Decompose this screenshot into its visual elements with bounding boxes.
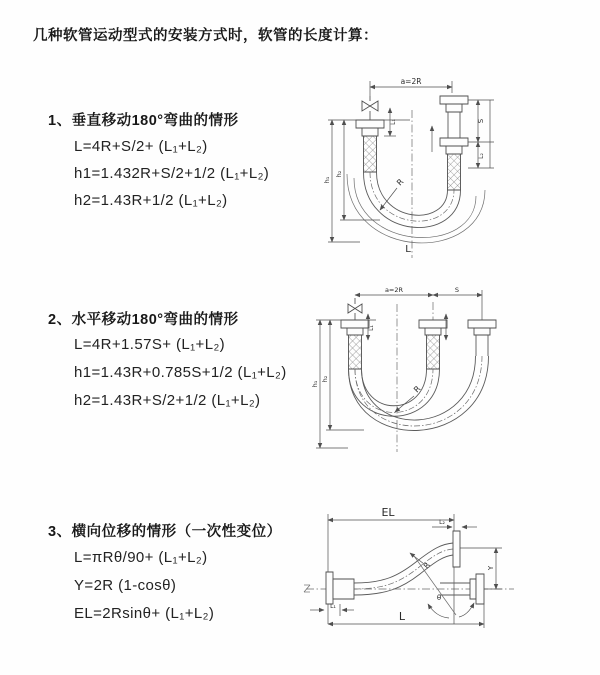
dim-label-l1: L₁ (368, 325, 375, 331)
valve-icon (348, 298, 362, 320)
dim-label-l1: L₁ (390, 119, 397, 125)
dim-l1 (368, 314, 375, 340)
hose-curves (354, 543, 453, 595)
diagram-horizontal-180-bend (296, 284, 600, 456)
section-3-formula-y: Y=2R (1-cosθ) (74, 577, 177, 594)
dim-label-l2: L₂ (478, 153, 485, 159)
dim-label-y: Y (487, 565, 495, 571)
dim-label-r: R (412, 384, 423, 395)
dim-label-r: R (421, 560, 432, 571)
dim-l2 (478, 100, 490, 168)
dim-label-r: R (395, 177, 406, 188)
dim-s (433, 286, 482, 320)
dim-a2r (355, 286, 433, 295)
dim-label-s: S (454, 286, 460, 294)
section-2-formula-h2: h2=1.43R+S/2+1/2 (L₁+L₂) (74, 392, 261, 409)
section-2-formula-h1: h1=1.43R+0.785S+1/2 (L₁+L₂) (74, 364, 287, 381)
section-1-formula-l: L=4R+S/2+ (L₁+L₂) (74, 138, 208, 155)
left-hose-fitting (356, 120, 384, 172)
radius-leader (380, 177, 406, 210)
dim-label-theta: θ (436, 594, 442, 602)
dim-label-l: L (398, 610, 406, 623)
dim-label-h2: h₂ (321, 375, 329, 383)
middle-hose-fitting (419, 320, 447, 369)
section-2-formula-l: L=4R+1.57S+ (L₁+L₂) (74, 336, 226, 353)
left-hose-fitting (341, 320, 369, 369)
diagram-lateral-displacement (296, 500, 600, 655)
dim-label-l1: L₁ (330, 603, 336, 610)
section-3-heading: 3、横向位移的情形（一次性变位） (48, 524, 282, 540)
dim-a2r (370, 77, 452, 96)
diagram-vertical-180-bend (302, 72, 594, 262)
section-1-heading: 1、垂直移动180°弯曲的情形 (48, 113, 239, 129)
dim-l2 (432, 519, 477, 527)
dim-label-s: S (477, 118, 485, 124)
hose-curves (347, 172, 485, 243)
left-flange (326, 572, 354, 604)
right-hose-fitting (440, 96, 468, 190)
moved-hose-fitting (468, 320, 496, 356)
dim-label-l2: L₂ (439, 519, 445, 526)
section-3-formula-l: L=πRθ/90+ (L₁+L₂) (74, 549, 208, 566)
section-1-formula-h1: h1=1.432R+S/2+1/2 (L₁+L₂) (74, 165, 270, 182)
dim-label-a2r: a=2R (400, 77, 422, 86)
valve-icon (362, 96, 378, 120)
dim-el (328, 506, 454, 624)
dim-label-h2: h₂ (335, 170, 343, 178)
break-mark (304, 585, 310, 592)
dim-label-h1: h₁ (311, 380, 319, 388)
radius-leader (410, 553, 432, 570)
page-title: 几种软管运动型式的安装方式时，软管的长度计算： (33, 28, 378, 44)
section-1-formula-h2: h2=1.43R+1/2 (L₁+L₂) (74, 192, 228, 209)
section-3-formula-el: EL=2Rsinθ+ (L₁+L₂) (74, 605, 215, 622)
dim-label-h1: h₁ (323, 176, 331, 184)
dim-h1 (311, 320, 376, 448)
dim-label-el: EL (381, 506, 395, 519)
dim-l1 (310, 603, 354, 616)
dim-label-a2r: a=2R (384, 286, 404, 294)
radius-leader (395, 384, 423, 412)
dim-l (328, 604, 484, 628)
section-2-heading: 2、水平移动180°弯曲的情形 (48, 312, 239, 328)
dim-label-l: L (405, 244, 411, 255)
upper-flange (453, 531, 460, 567)
dim-l1 (384, 108, 397, 136)
